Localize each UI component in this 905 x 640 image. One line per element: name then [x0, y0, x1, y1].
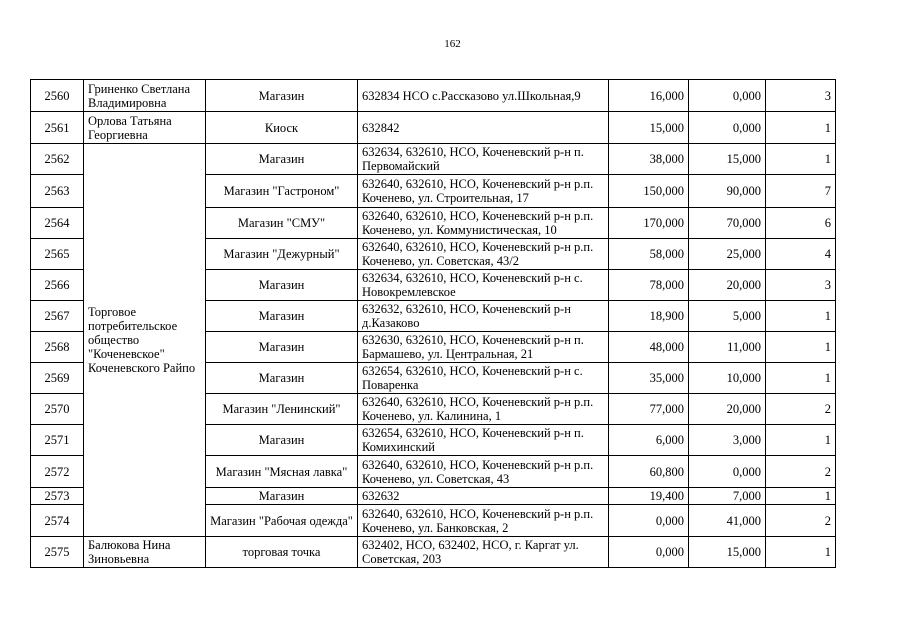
address: 632640, 632610, НСО, Коченевский р-н р.п. Коченево, ул. Коммунистическая, 10 [358, 208, 609, 239]
value-2: 20,000 [689, 394, 766, 425]
address: 632640, 632610, НСО, Коченевский р-н р.п. Коченево, ул. Советская, 43 [358, 456, 609, 488]
address: 632640, 632610, НСО, Коченевский р-н р.п. Коченево, ул. Банковская, 2 [358, 505, 609, 537]
value-1: 0,000 [609, 505, 689, 537]
value-3: 2 [766, 456, 836, 488]
address: 632630, 632610, НСО, Коченевский р-н п. Бармашево, ул. Центральная, 21 [358, 332, 609, 363]
row-number: 2565 [31, 239, 84, 270]
value-2: 10,000 [689, 363, 766, 394]
value-1: 15,000 [609, 112, 689, 144]
address: 632634, 632610, НСО, Коченевский р-н п. Первомайский [358, 144, 609, 175]
object-type: Магазин "Ленинский" [206, 394, 358, 425]
value-3: 3 [766, 270, 836, 301]
row-number: 2568 [31, 332, 84, 363]
value-2: 5,000 [689, 301, 766, 332]
value-3: 1 [766, 363, 836, 394]
address: 632842 [358, 112, 609, 144]
value-3: 1 [766, 425, 836, 456]
table-row [31, 144, 836, 175]
address: 632640, 632610, НСО, Коченевский р-н р.п. Коченево, ул. Калинина, 1 [358, 394, 609, 425]
value-1: 58,000 [609, 239, 689, 270]
value-2: 3,000 [689, 425, 766, 456]
value-3: 4 [766, 239, 836, 270]
object-type: Магазин [206, 301, 358, 332]
value-1: 38,000 [609, 144, 689, 175]
object-type: Магазин "Рабочая одежда" [206, 505, 358, 537]
object-type: Магазин [206, 144, 358, 175]
value-3: 1 [766, 332, 836, 363]
value-2: 41,000 [689, 505, 766, 537]
value-3: 2 [766, 505, 836, 537]
row-number: 2566 [31, 270, 84, 301]
row-number: 2567 [31, 301, 84, 332]
value-1: 6,000 [609, 425, 689, 456]
value-1: 60,800 [609, 456, 689, 488]
value-3: 1 [766, 488, 836, 505]
object-type: Магазин "Дежурный" [206, 239, 358, 270]
value-1: 170,000 [609, 208, 689, 239]
object-type: Магазин [206, 488, 358, 505]
value-2: 70,000 [689, 208, 766, 239]
table-body [31, 80, 836, 568]
value-1: 150,000 [609, 175, 689, 208]
value-1: 0,000 [609, 537, 689, 568]
address: 632632, 632610, НСО, Коченевский р-н д.Казаково [358, 301, 609, 332]
row-number: 2573 [31, 488, 84, 505]
value-2: 0,000 [689, 112, 766, 144]
address: 632654, 632610, НСО, Коченевский р-н с. Поваренка [358, 363, 609, 394]
value-3: 1 [766, 112, 836, 144]
value-2: 25,000 [689, 239, 766, 270]
value-1: 19,400 [609, 488, 689, 505]
object-type: Магазин "Мясная лавка" [206, 456, 358, 488]
object-type: Магазин [206, 363, 358, 394]
value-3: 7 [766, 175, 836, 208]
value-1: 48,000 [609, 332, 689, 363]
address: 632654, 632610, НСО, Коченевский р-н п. Комихинский [358, 425, 609, 456]
value-2: 90,000 [689, 175, 766, 208]
address: 632640, 632610, НСО, Коченевский р-н р.п. Коченево, ул. Строительная, 17 [358, 175, 609, 208]
value-1: 77,000 [609, 394, 689, 425]
value-1: 35,000 [609, 363, 689, 394]
registry-table [30, 79, 836, 568]
object-type: торговая точка [206, 537, 358, 568]
value-2: 11,000 [689, 332, 766, 363]
value-3: 1 [766, 537, 836, 568]
row-number: 2561 [31, 112, 84, 144]
object-type: Магазин [206, 270, 358, 301]
owner-name: Орлова Татьяна Георгиевна [84, 112, 206, 144]
value-1: 18,900 [609, 301, 689, 332]
table-row [31, 80, 836, 112]
row-number: 2563 [31, 175, 84, 208]
object-type: Магазин [206, 425, 358, 456]
value-3: 6 [766, 208, 836, 239]
row-number: 2575 [31, 537, 84, 568]
address: 632640, 632610, НСО, Коченевский р-н р.п. Коченево, ул. Советская, 43/2 [358, 239, 609, 270]
value-2: 0,000 [689, 80, 766, 112]
value-2: 15,000 [689, 144, 766, 175]
row-number: 2574 [31, 505, 84, 537]
object-type: Магазин [206, 80, 358, 112]
row-number: 2572 [31, 456, 84, 488]
value-1: 16,000 [609, 80, 689, 112]
page-number: 162 [444, 38, 461, 50]
value-2: 0,000 [689, 456, 766, 488]
object-type: Магазин "СМУ" [206, 208, 358, 239]
row-number: 2562 [31, 144, 84, 175]
table-row [31, 537, 836, 568]
row-number: 2571 [31, 425, 84, 456]
table-row [31, 112, 836, 144]
value-1: 78,000 [609, 270, 689, 301]
owner-name: Гриненко Светлана Владимировна [84, 80, 206, 112]
object-type: Магазин [206, 332, 358, 363]
row-number: 2570 [31, 394, 84, 425]
value-3: 1 [766, 301, 836, 332]
value-3: 1 [766, 144, 836, 175]
object-type: Киоск [206, 112, 358, 144]
value-2: 7,000 [689, 488, 766, 505]
address: 632632 [358, 488, 609, 505]
value-2: 15,000 [689, 537, 766, 568]
object-type: Магазин "Гастроном" [206, 175, 358, 208]
row-number: 2560 [31, 80, 84, 112]
owner-name: Торговое потребительское общество "Коченевское" Коченевского Райпо [84, 144, 206, 537]
value-2: 20,000 [689, 270, 766, 301]
row-number: 2569 [31, 363, 84, 394]
value-3: 2 [766, 394, 836, 425]
row-number: 2564 [31, 208, 84, 239]
address: 632834 НСО с.Рассказово ул.Школьная,9 [358, 80, 609, 112]
address: 632634, 632610, НСО, Коченевский р-н с. Новокремлевское [358, 270, 609, 301]
value-3: 3 [766, 80, 836, 112]
owner-name: Балюкова Нина Зиновьевна [84, 537, 206, 568]
address: 632402, НСО, 632402, НСО, г. Каргат ул. Советская, 203 [358, 537, 609, 568]
